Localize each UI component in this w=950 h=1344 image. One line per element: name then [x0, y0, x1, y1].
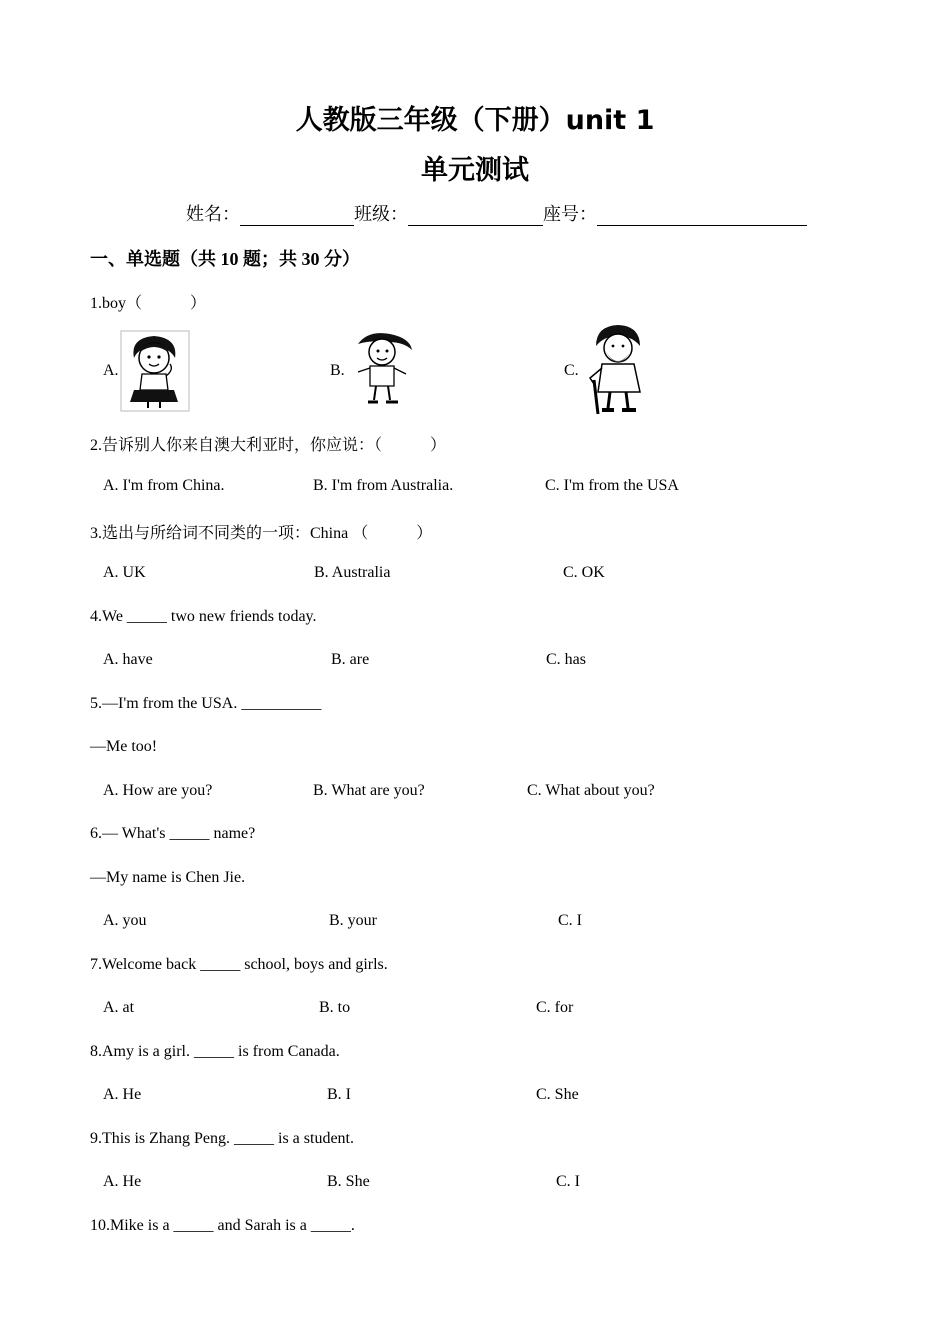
- class-label: 班级：: [354, 204, 408, 224]
- option-c[interactable]: C. I'm from the USA: [545, 477, 679, 494]
- question-stem: 5.—I'm from the USA. __________: [90, 695, 322, 712]
- old-man-illustration: [584, 322, 654, 416]
- option-b[interactable]: B. I'm from Australia.: [313, 477, 454, 494]
- option-b[interactable]: B. to: [319, 999, 351, 1016]
- option-c[interactable]: C.: [564, 362, 579, 379]
- name-label: 姓名：: [186, 204, 240, 224]
- class-blank[interactable]: [408, 207, 543, 226]
- question-stem: 9.This is Zhang Peng. _____ is a student.: [90, 1130, 354, 1147]
- option-a[interactable]: A. at: [103, 999, 135, 1016]
- option-b[interactable]: B. What are you?: [313, 782, 425, 799]
- option-c[interactable]: C. She: [536, 1086, 579, 1103]
- question-stem: 4.We _____ two new friends today.: [90, 608, 317, 625]
- option-c[interactable]: C. What about you?: [527, 782, 655, 799]
- option-a[interactable]: A. He: [103, 1086, 142, 1103]
- question-dialogue-line: —Me too!: [90, 738, 158, 755]
- question-stem: 3.选出与所给词不同类的一项：China （ ）: [90, 525, 433, 542]
- question-dialogue-line: —My name is Chen Jie.: [90, 869, 246, 886]
- option-c[interactable]: C. I: [558, 912, 582, 929]
- seat-blank[interactable]: [597, 207, 807, 226]
- option-a[interactable]: A.: [103, 362, 119, 379]
- option-c[interactable]: C. has: [546, 651, 586, 668]
- option-b[interactable]: B. Australia: [314, 564, 391, 581]
- option-a[interactable]: A. UK: [103, 564, 146, 581]
- question-stem: 1.boy（ ）: [90, 295, 207, 312]
- boy-illustration: [348, 328, 418, 408]
- option-b[interactable]: B. She: [327, 1173, 370, 1190]
- girl-illustration: [120, 330, 190, 412]
- option-a[interactable]: A. He: [103, 1173, 142, 1190]
- name-blank[interactable]: [240, 207, 354, 226]
- question-stem: 2.告诉别人你来自澳大利亚时，你应说：（ ）: [90, 437, 447, 454]
- section-heading: 一、单选题（共 10 题；共 30 分）: [90, 249, 360, 269]
- option-b[interactable]: B. are: [331, 651, 370, 668]
- option-a[interactable]: A. have: [103, 651, 153, 668]
- question-stem: 6.— What's _____ name?: [90, 825, 256, 842]
- seat-label: 座号：: [543, 204, 597, 224]
- student-info-line: [186, 200, 807, 226]
- option-c[interactable]: C. for: [536, 999, 574, 1016]
- option-b[interactable]: B. I: [327, 1086, 351, 1103]
- option-b[interactable]: B. your: [329, 912, 377, 929]
- option-c[interactable]: C. OK: [563, 564, 605, 581]
- question-stem: 8.Amy is a girl. _____ is from Canada.: [90, 1043, 340, 1060]
- question-stem: 7.Welcome back _____ school, boys and girls.: [90, 956, 388, 973]
- option-a[interactable]: A. How are you?: [103, 782, 213, 799]
- question-stem: 10.Mike is a _____ and Sarah is a _____.: [90, 1217, 355, 1234]
- option-b[interactable]: B.: [330, 362, 345, 379]
- option-c[interactable]: C. I: [556, 1173, 580, 1190]
- option-a[interactable]: A. I'm from China.: [103, 477, 225, 494]
- option-a[interactable]: A. you: [103, 912, 147, 929]
- page-title: 人教版三年级（下册）unit 1: [295, 105, 655, 136]
- page-subtitle: 单元测试: [421, 155, 529, 186]
